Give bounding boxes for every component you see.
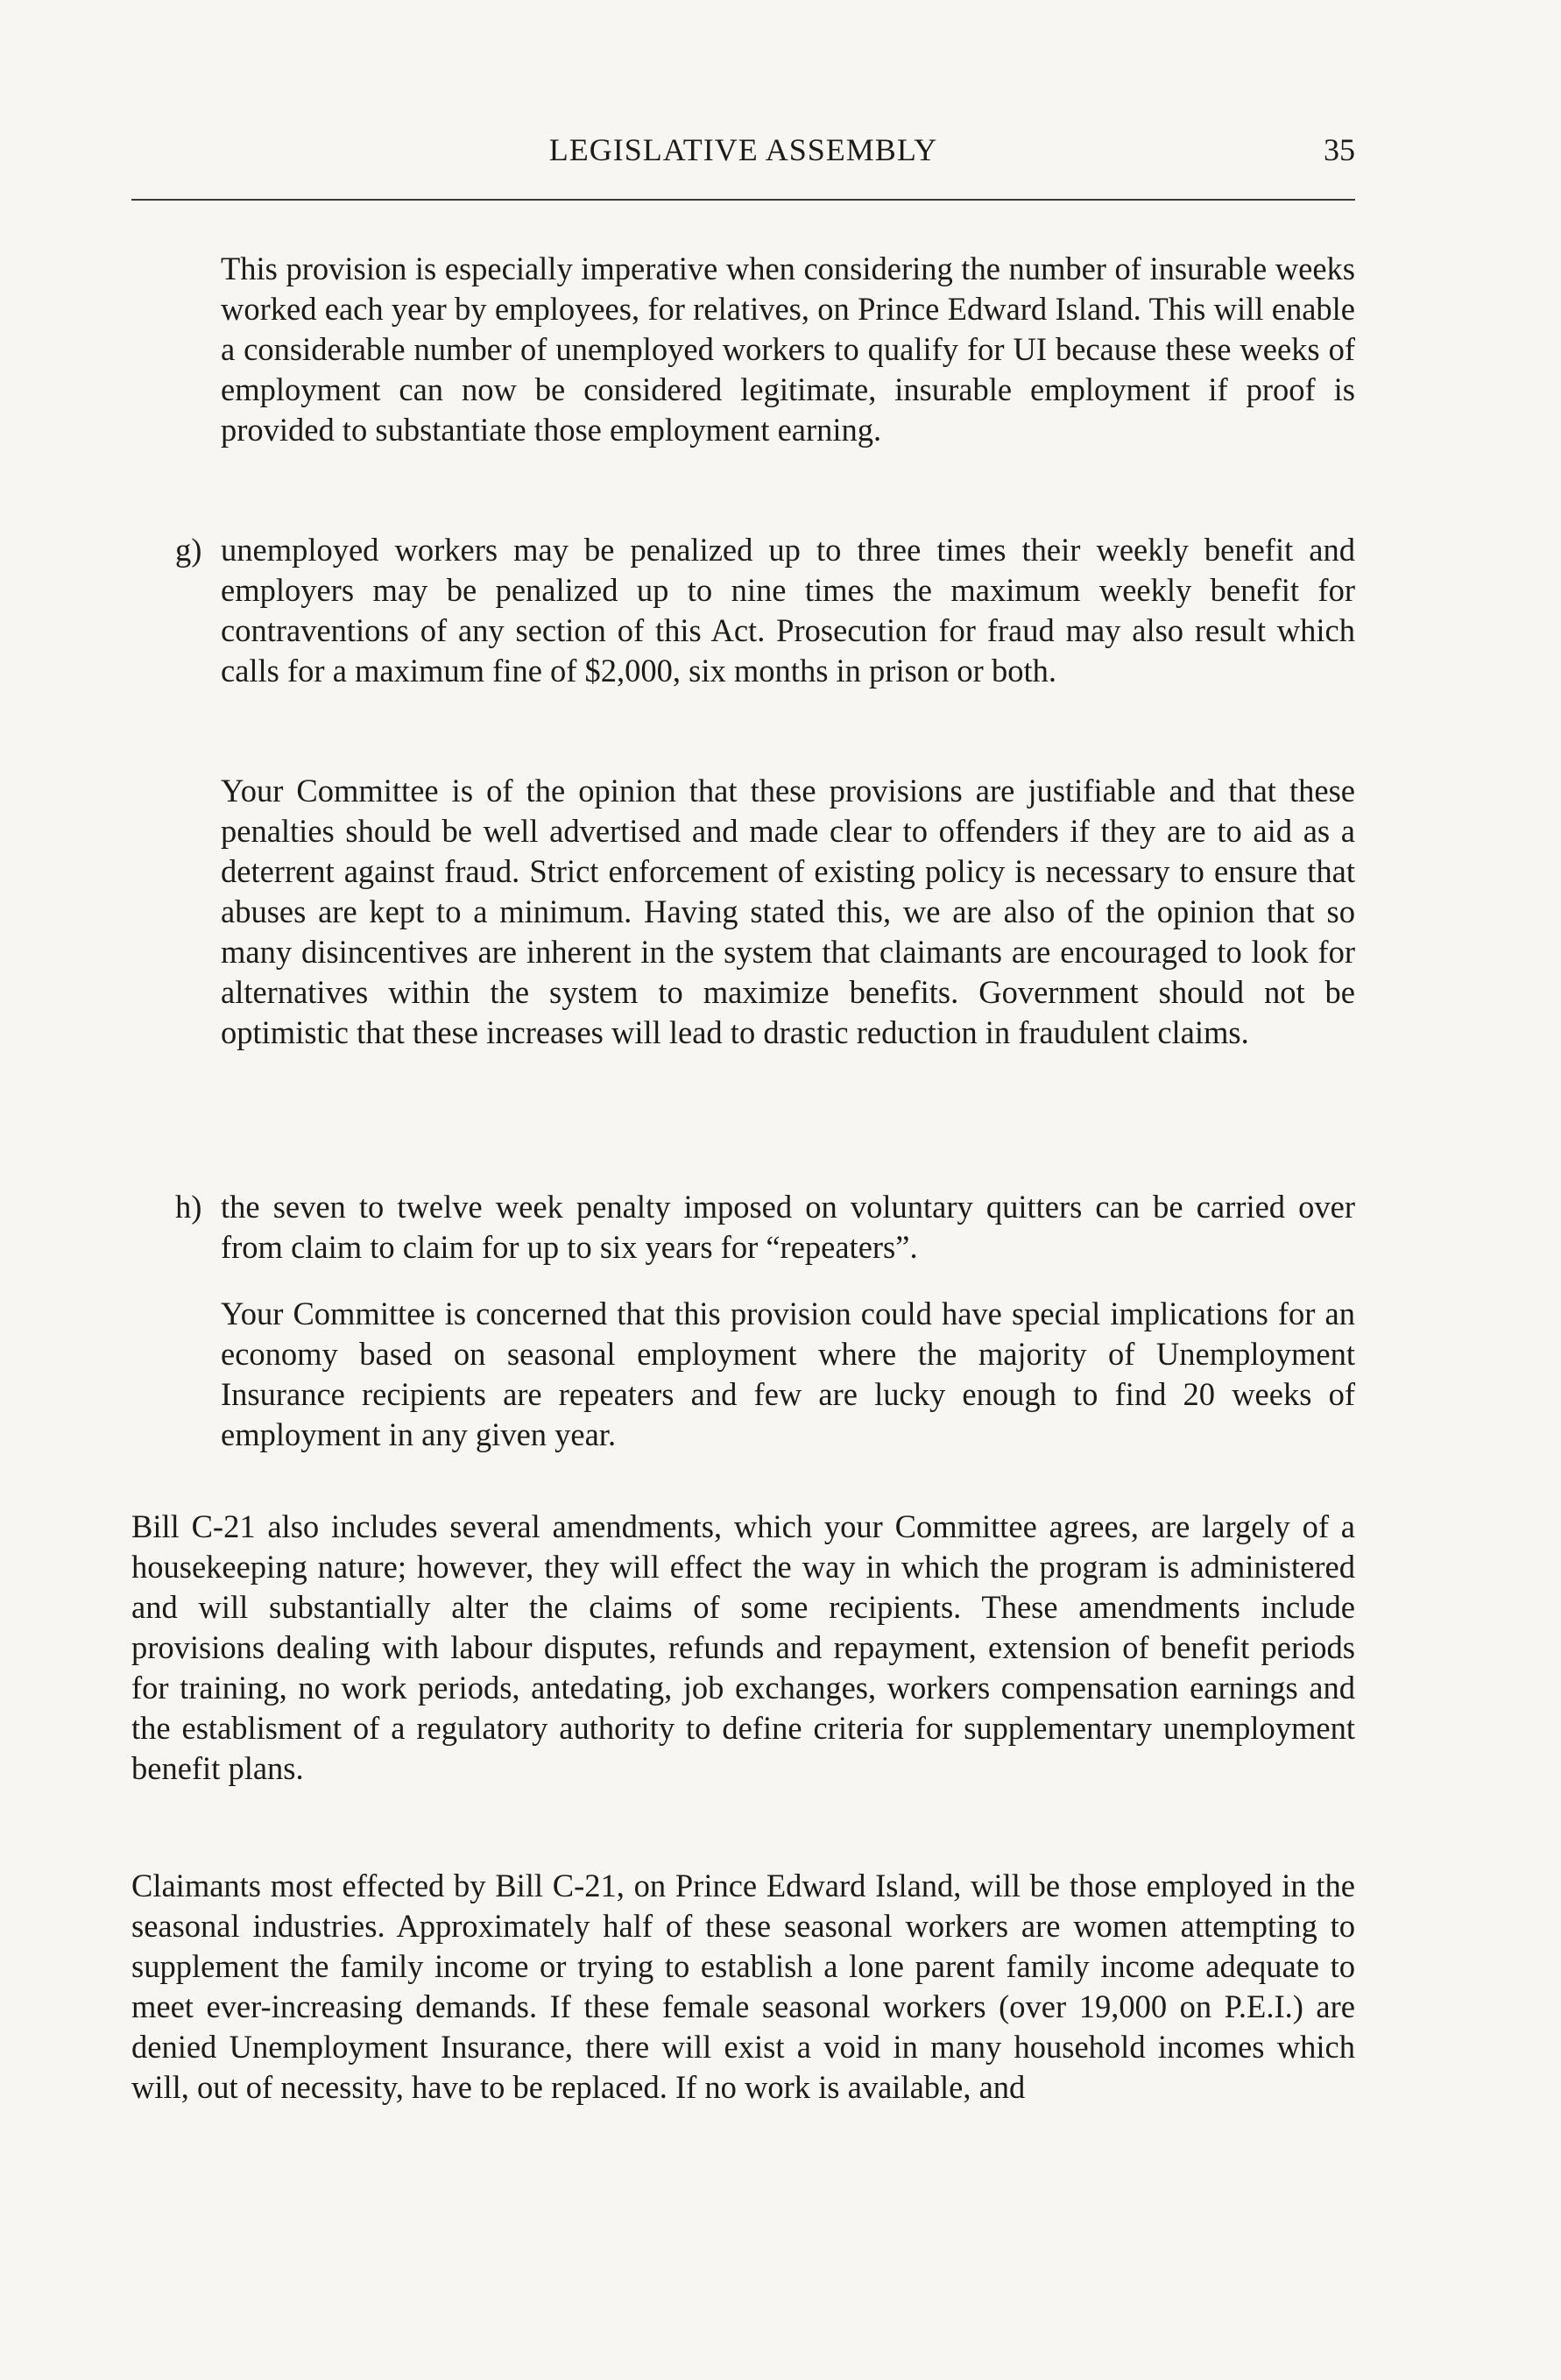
list-item-label-h: h) — [175, 1189, 202, 1225]
list-item-g-text: unemployed workers may be penalized up to three times their weekly benefit and employers may be penalized up to nine times the maximum weekly benefit for contraventions of any section of this Act. Prosecution for fraud may also result which calls for a maximum fine of $2,000, six months in prison or both. — [221, 532, 1355, 689]
list-item-h-text: the seven to twelve week penalty imposed on voluntary quitters can be carried over from claim to claim for up to six years for “repeaters”. — [221, 1189, 1355, 1265]
paragraph-provision-imperative: This provision is especially imperative when considering the number of insurable weeks worked each year by employees, for relatives, on Prince Edward Island. This will enable a considerable number of unemployed workers to qualify for UI because these weeks of employment can now be considered legitimate, insurable employment if proof is provided to substantiate those employment earning. — [221, 251, 1355, 448]
header-rule — [131, 199, 1355, 201]
page-number: 35 — [1324, 132, 1355, 167]
paragraph-bill-amendments: Bill C-21 also includes several amendments, which your Committee agrees, are largely of a housekeeping nature; however, they will effect the way in which the program is administered and will substantially alter the claims of some recipients. These amendments include provisions dealing with labour disputes, refunds and repayment, extension of benefit periods for training, no work periods, antedating, job exchanges, workers compensation earnings and the establisment of a regulatory authority to define criteria for supplementary unemployment benefit plans. — [131, 1508, 1355, 1786]
paragraph-claimants-effected: Claimants most effected by Bill C-21, on Prince Edward Island, will be those employed in the seasonal industries. Approximately half of these seasonal workers are women attempting to supplement the family income or trying to establish a lone parent family income adequate to meet ever-increasing demands. If these female seasonal workers (over 19,000 on P.E.I.) are denied Unemployment Insurance, there will exist a void in many household incomes which will, out of necessity, have to be replaced. If no work is available, and — [131, 1868, 1355, 2105]
page-header — [131, 128, 1355, 172]
running-title: LEGISLATIVE ASSEMBLY — [548, 132, 938, 167]
paragraph-committee-opinion: Your Committee is of the opinion that these provisions are justifiable and that these penalties should be well advertised and made clear to offenders if they are to aid as a deterrent against fraud. Strict enforcement of existing policy is necessary to ensure that abuses are kept to a minimum. Having stated this, we are also of the opinion that so many disincentives are inherent in the system that claimants are encouraged to look for alternatives within the system to maximize benefits. Government should not be optimistic that these increases will lead to drastic reduction in fraudulent claims. — [221, 773, 1355, 1050]
paragraph-committee-concern: Your Committee is concerned that this provision could have special implications for an economy based on seasonal employment where the majority of Unemployment Insurance recipients are repeaters and few are lucky enough to find 20 weeks of employment in any given year. — [221, 1296, 1355, 1452]
list-item-label-g: g) — [175, 532, 202, 568]
